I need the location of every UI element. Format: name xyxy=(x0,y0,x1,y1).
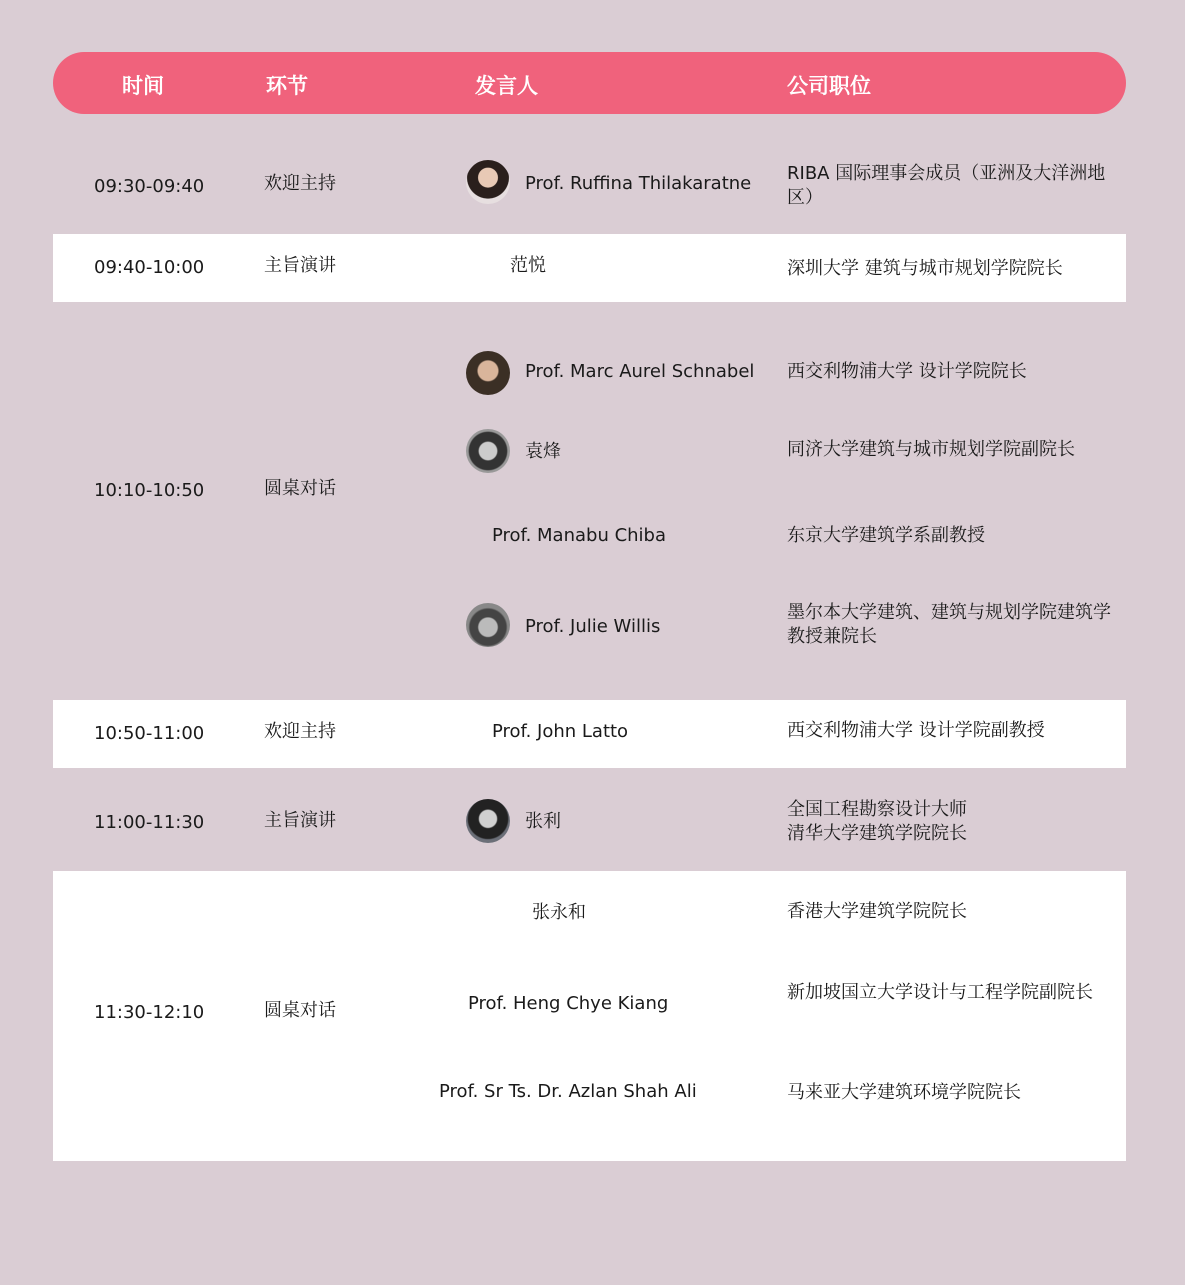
header-session: 环节 xyxy=(266,74,308,98)
speaker-name: Prof. Manabu Chiba xyxy=(492,525,667,546)
row-session: 主旨演讲 xyxy=(264,255,336,276)
speaker-position: RIBA 国际理事会成员（亚洲及大洋洲地区） xyxy=(787,163,1106,208)
speaker-avatar xyxy=(466,799,510,843)
speaker-name: 张永和 xyxy=(532,902,586,923)
speaker-name: Prof. John Latto xyxy=(492,721,629,742)
speaker-position: 东京大学建筑学系副教授 xyxy=(787,525,985,546)
header-position: 公司职位 xyxy=(787,74,871,98)
speaker-position: 西交利物浦大学 设计学院院长 xyxy=(787,361,1027,382)
speaker-position: 新加坡国立大学设计与工程学院副院长 xyxy=(787,982,1093,1003)
row-time: 10:50-11:00 xyxy=(94,723,205,744)
speaker-position: 全国工程勘察设计大师 清华大学建筑学院院长 xyxy=(787,799,967,844)
speaker-avatar xyxy=(466,351,510,395)
speaker-name: 袁烽 xyxy=(525,441,561,462)
row-time: 09:40-10:00 xyxy=(94,257,205,278)
header-speaker: 发言人 xyxy=(475,74,538,98)
speaker-position: 墨尔本大学建筑、建筑与规划学院建筑学教授兼院长 xyxy=(787,602,1111,647)
row-session: 欢迎主持 xyxy=(264,173,336,194)
speaker-avatar xyxy=(466,160,510,204)
speaker-name: Prof. Julie Willis xyxy=(525,616,661,637)
speaker-name: Prof. Heng Chye Kiang xyxy=(468,993,669,1014)
speaker-name: 张利 xyxy=(525,811,561,832)
row-session: 圆桌对话 xyxy=(264,478,336,499)
table-header xyxy=(53,52,1126,114)
speaker-position: 马来亚大学建筑环境学院院长 xyxy=(787,1082,1021,1103)
row-time: 11:30-12:10 xyxy=(94,1002,205,1023)
row-time: 09:30-09:40 xyxy=(94,176,205,197)
speaker-position: 香港大学建筑学院院长 xyxy=(787,901,967,922)
row-time: 10:10-10:50 xyxy=(94,480,205,501)
speaker-name: 范悦 xyxy=(510,255,546,276)
speaker-position: 西交利物浦大学 设计学院副教授 xyxy=(787,720,1045,741)
speaker-position: 同济大学建筑与城市规划学院副院长 xyxy=(787,439,1075,460)
row-session: 欢迎主持 xyxy=(264,721,336,742)
speaker-name: Prof. Sr Ts. Dr. Azlan Shah Ali xyxy=(439,1081,697,1102)
header-time: 时间 xyxy=(122,74,164,98)
speaker-position: 深圳大学 建筑与城市规划学院院长 xyxy=(787,258,1063,279)
row-session: 主旨演讲 xyxy=(264,810,336,831)
row-time: 11:00-11:30 xyxy=(94,812,205,833)
speaker-name: Prof. Marc Aurel Schnabel xyxy=(525,361,755,382)
speaker-avatar xyxy=(466,429,510,473)
row-session: 圆桌对话 xyxy=(264,1000,336,1021)
speaker-avatar xyxy=(466,603,510,647)
speaker-name: Prof. Ruffina Thilakaratne xyxy=(525,173,752,194)
